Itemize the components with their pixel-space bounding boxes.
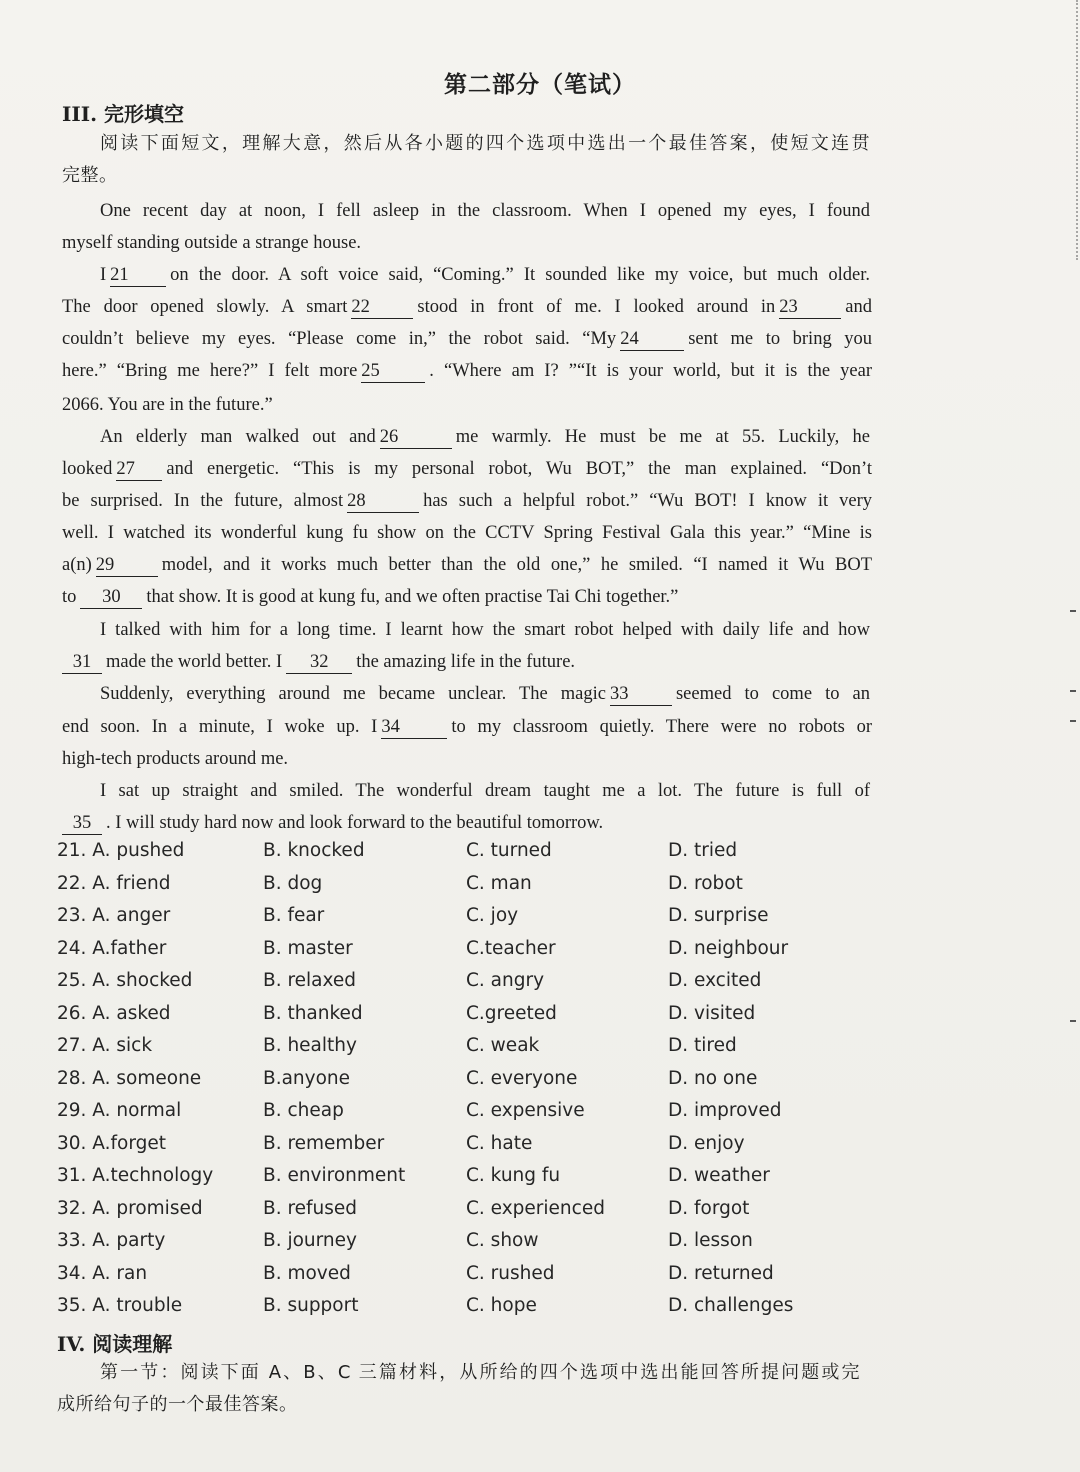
section-3-instruction: 完整。 — [62, 165, 118, 186]
passage-line: One recent day at noon, I fell asleep in the classroom. When I opened my eyes, I found — [100, 201, 870, 221]
passage-line: Suddenly, everything around me became unclear. The magic 33 seemed to come to an — [100, 684, 870, 704]
option-d: D. improved — [668, 1100, 782, 1121]
blank-21: 21 — [110, 264, 166, 287]
option-d: D. weather — [668, 1165, 770, 1186]
option-b: B. fear — [263, 905, 325, 926]
option-row — [57, 873, 877, 905]
passage-line: myself standing outside a strange house. — [62, 233, 362, 253]
option-d: D. challenges — [668, 1295, 794, 1316]
blank-26: 26 — [380, 426, 452, 449]
option-row — [57, 938, 877, 970]
option-row — [57, 840, 877, 872]
option-row — [57, 1133, 877, 1165]
option-row — [57, 1263, 877, 1295]
option-q: 23. A. anger — [57, 905, 171, 926]
option-q: 29. A. normal — [57, 1100, 182, 1121]
blank-30: 30 — [80, 586, 142, 609]
option-q: 26. A. asked — [57, 1002, 171, 1024]
blank-34: 34 — [381, 716, 447, 739]
option-row — [57, 1295, 877, 1327]
option-d: D. neighbour — [668, 937, 789, 959]
option-d: D. excited — [668, 970, 762, 991]
blank-31: 31 — [62, 651, 102, 674]
passage-line: couldn’t believe my eyes. “Please come in,” the robot said. “My 24 sent me to bring you — [62, 329, 873, 349]
option-c: C.greeted — [466, 1002, 557, 1024]
option-b: B.anyone — [263, 1067, 351, 1089]
option-row — [57, 1230, 877, 1262]
option-b: B. remember — [263, 1132, 385, 1154]
scan-edge-tick — [1070, 1020, 1076, 1022]
scan-edge-tick — [1070, 610, 1076, 612]
option-d: D. forgot — [668, 1197, 750, 1219]
scan-edge-marks — [1068, 0, 1078, 260]
option-c: C. rushed — [466, 1262, 555, 1284]
option-q: 21. A. pushed — [57, 840, 185, 861]
option-b: B. cheap — [263, 1100, 344, 1121]
option-q: 30. A.forget — [57, 1132, 167, 1154]
option-b: B. dog — [263, 872, 323, 894]
option-q: 34. A. ran — [57, 1262, 148, 1284]
option-q: 33. A. party — [57, 1230, 166, 1251]
blank-23: 23 — [779, 296, 841, 319]
passage-line: 2066. You are in the future.” — [62, 395, 273, 415]
option-d: D. visited — [668, 1002, 756, 1024]
passage-line: I talked with him for a long time. I learnt how the smart robot helped with daily life and how — [100, 620, 870, 640]
option-b: B. master — [263, 937, 353, 959]
passage-line: end soon. In a minute, I woke up. I 34 to my classroom quietly. There were no robots or — [62, 717, 872, 737]
option-row — [57, 1068, 877, 1100]
blank-25: 25 — [361, 360, 425, 383]
option-d: D. tired — [668, 1035, 737, 1056]
section-4-heading: IV. 阅读理解 — [57, 1332, 173, 1356]
option-c: C.teacher — [466, 937, 556, 959]
passage-line: to 30 that show. It is good at kung fu, and we often practise Tai Chi together.” — [62, 587, 679, 607]
option-d: D. tried — [668, 840, 738, 861]
passage-line: I 21 on the door. A soft voice said, “Coming.” It sounded like my voice, but much older. — [100, 265, 870, 285]
option-b: B. knocked — [263, 840, 365, 861]
blank-24: 24 — [620, 328, 684, 351]
option-row — [57, 970, 877, 1002]
option-c: C. joy — [466, 905, 519, 926]
blank-29: 29 — [96, 554, 158, 577]
scan-edge-tick — [1070, 720, 1076, 722]
option-d: D. enjoy — [668, 1132, 745, 1154]
scan-edge-tick — [1070, 690, 1076, 692]
passage-line: be surprised. In the future, almost 28 has such a helpful robot.” “Wu BOT! I know it very — [62, 491, 873, 511]
passage-line: 31 made the world better. I 32 the amazing life in the future. — [62, 646, 872, 678]
passage-line: The door opened slowly. A smart 22 stood in front of me. I looked around in 23 and — [62, 297, 872, 317]
blank-32: 32 — [286, 651, 352, 674]
option-c: C. man — [466, 872, 532, 894]
blank-28: 28 — [347, 490, 419, 513]
page-title: 第二部分（笔试） — [444, 72, 636, 98]
blank-33: 33 — [610, 683, 672, 706]
passage-line: 35 . I will study hard now and look forward to the beautiful tomorrow. — [62, 807, 872, 839]
option-d: D. lesson — [668, 1230, 753, 1251]
option-q: 28. A. someone — [57, 1067, 202, 1089]
option-d: D. robot — [668, 872, 743, 894]
section-4-instruction: 第一节：阅读下面 A、B、C 三篇材料，从所给的四个选项中选出能回答所提问题或完 — [100, 1362, 860, 1383]
passage-line: here.” “Bring me here?” I felt more 25 . “Where am I? ”“It is your world, but it is the year — [62, 361, 872, 381]
option-c: C. angry — [466, 970, 545, 991]
blank-27: 27 — [116, 458, 162, 481]
option-row — [57, 905, 877, 937]
option-b: B. journey — [263, 1230, 357, 1251]
blank-35: 35 — [62, 812, 102, 835]
passage-line: An elderly man walked out and 26 me warmly. He must be me at 55. Luckily, he — [100, 427, 870, 447]
blank-22: 22 — [351, 296, 413, 319]
option-c: C. expensive — [466, 1100, 585, 1121]
option-row — [57, 1198, 877, 1230]
option-b: B. moved — [263, 1262, 351, 1284]
option-b: B. healthy — [263, 1035, 357, 1056]
passage-line: I sat up straight and smiled. The wonderful dream taught me a lot. The future is full of — [100, 781, 870, 801]
passage-line: a(n) 29 model, and it works much better than the old one,” he smiled. “I named it Wu BOT — [62, 555, 872, 575]
passage-line: looked 27 and energetic. “This is my personal robot, Wu BOT,” the man explained. “Don’t — [62, 459, 872, 479]
option-q: 32. A. promised — [57, 1197, 203, 1219]
passage-line: well. I watched its wonderful kung fu show on the CCTV Spring Festival Gala this year.” “Mine is — [62, 523, 872, 543]
option-d: D. surprise — [668, 905, 769, 926]
option-q: 27. A. sick — [57, 1035, 153, 1056]
option-d: D. returned — [668, 1262, 774, 1284]
option-c: C. hope — [466, 1295, 537, 1316]
option-row — [57, 1100, 877, 1132]
option-q: 25. A. shocked — [57, 970, 193, 991]
option-b: B. thanked — [263, 1002, 363, 1024]
option-b: B. environment — [263, 1165, 406, 1186]
option-q: 35. A. trouble — [57, 1295, 183, 1316]
option-row — [57, 1165, 877, 1197]
option-b: B. refused — [263, 1197, 358, 1219]
section-3-instruction: 阅读下面短文，理解大意，然后从各小题的四个选项中选出一个最佳答案，使短文连贯 — [100, 133, 870, 154]
option-c: C. hate — [466, 1132, 533, 1154]
option-c: C. show — [466, 1230, 539, 1251]
option-q: 22. A. friend — [57, 872, 171, 894]
option-c: C. experienced — [466, 1197, 605, 1219]
option-c: C. weak — [466, 1035, 540, 1056]
option-q: 31. A.technology — [57, 1165, 214, 1186]
section-3-heading: III. 完形填空 — [62, 102, 184, 126]
option-d: D. no one — [668, 1067, 758, 1089]
option-c: C. kung fu — [466, 1165, 561, 1186]
option-row — [57, 1035, 877, 1067]
option-b: B. relaxed — [263, 970, 357, 991]
option-row — [57, 1003, 877, 1035]
passage-line: high-tech products around me. — [62, 749, 289, 769]
option-b: B. support — [263, 1295, 359, 1316]
option-q: 24. A.father — [57, 937, 167, 959]
option-c: C. turned — [466, 840, 552, 861]
section-4-instruction: 成所给句子的一个最佳答案。 — [57, 1394, 298, 1415]
option-c: C. everyone — [466, 1067, 578, 1089]
